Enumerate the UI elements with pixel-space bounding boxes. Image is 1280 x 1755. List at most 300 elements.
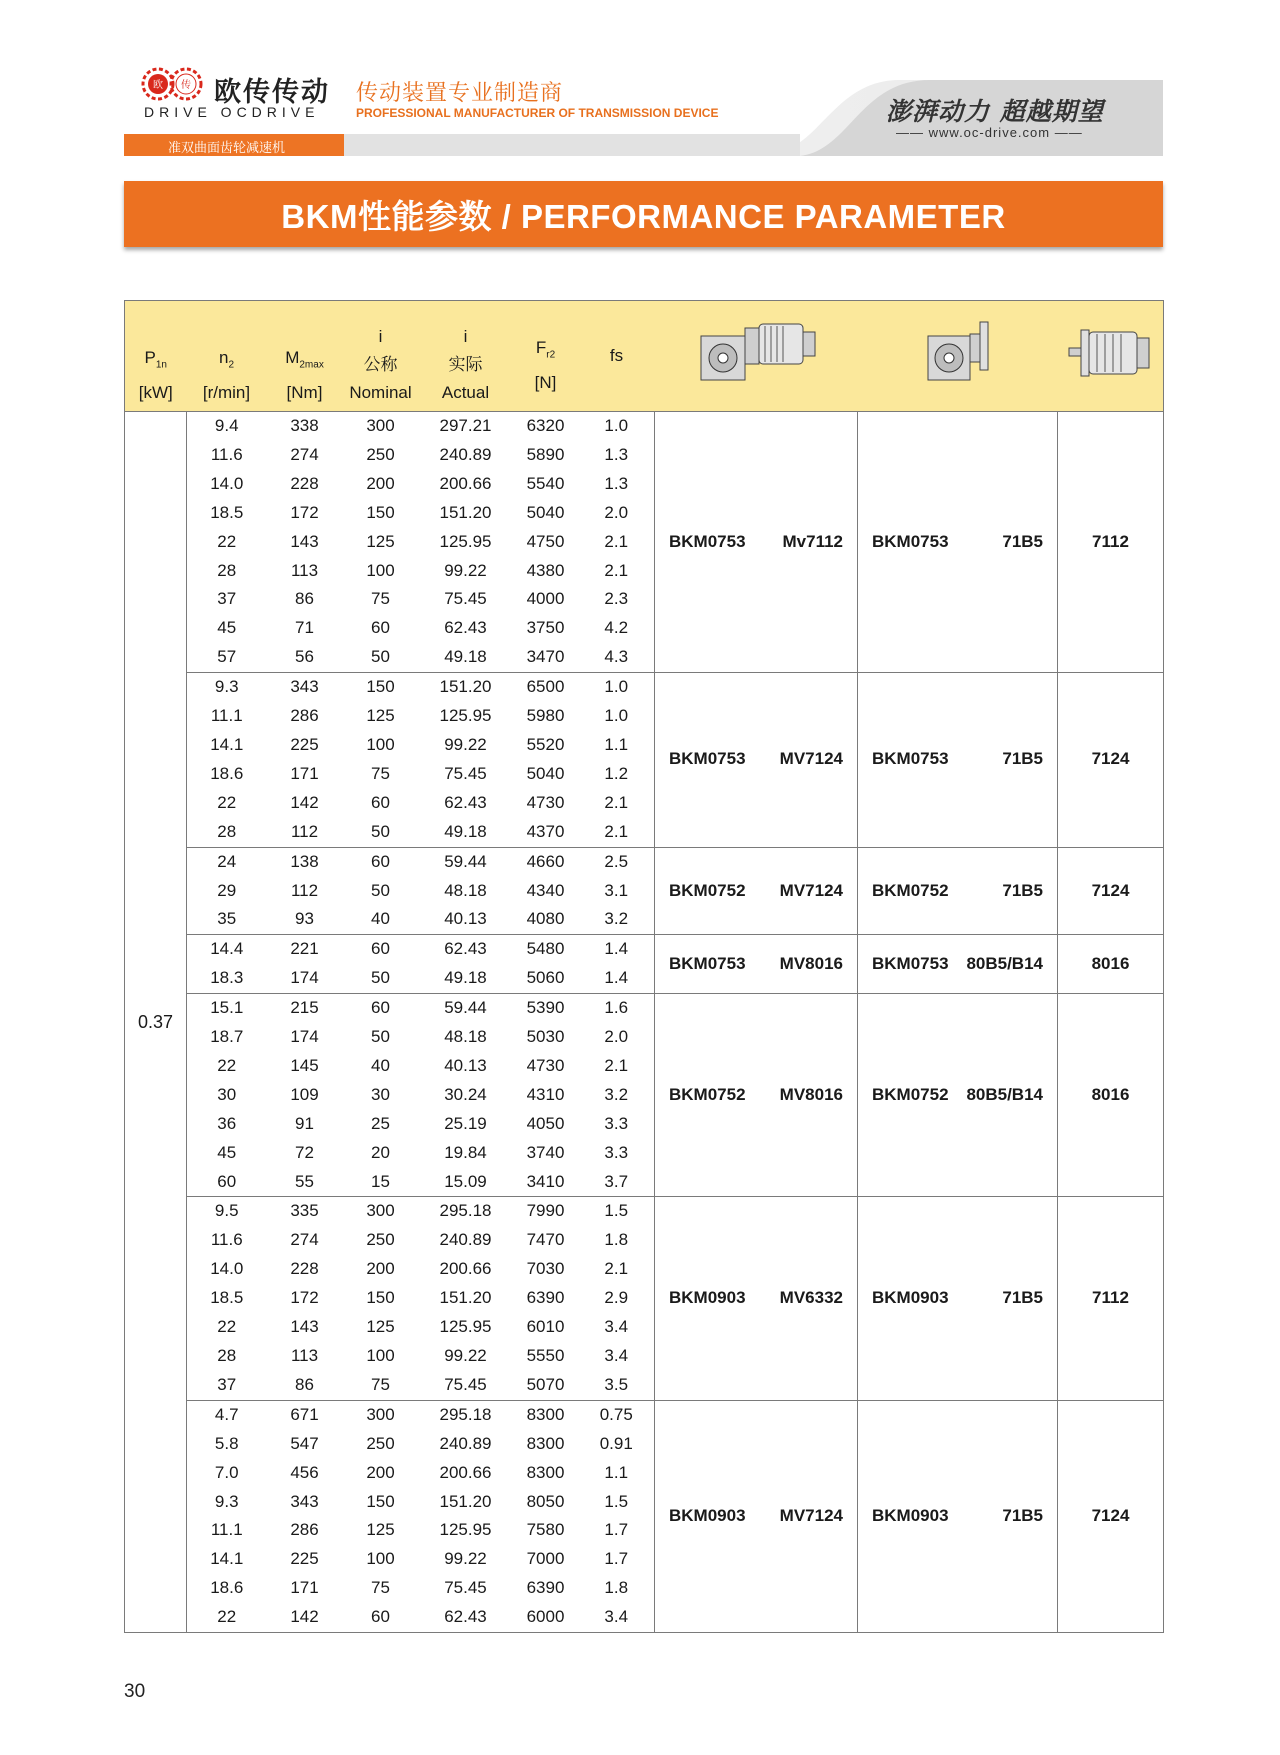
m2max-cell: 171	[290, 1578, 319, 1598]
fs-cell: 1.1	[604, 734, 629, 754]
reducer-model: BKM0753	[669, 749, 746, 769]
i-nominal-cell: 300	[343, 1400, 419, 1429]
i-actual-cell: 99.22	[444, 560, 487, 580]
model-reducer-flange-cell	[858, 994, 1058, 1197]
i-actual-cell: 62.43	[419, 1603, 513, 1632]
i-actual-cell: 125.95	[439, 1520, 492, 1540]
i-nominal-cell: 100	[366, 734, 395, 754]
fs-cell: 2.5	[579, 847, 655, 876]
model-reducer-flange-cell	[858, 935, 1058, 994]
n2-cell: 9.3	[214, 1491, 239, 1511]
fs-cell: 1.8	[604, 1230, 629, 1250]
i-nominal-cell: 150	[366, 502, 395, 522]
m2max-cell: 547	[290, 1433, 319, 1453]
model-reducer-flange-cell	[858, 1197, 1058, 1400]
page-number: 30	[124, 1681, 146, 1702]
header-icon-reducer-motor	[655, 301, 858, 412]
tagline-en: PROFESSIONAL MANUFACTURER OF TRANSMISSION DEVICE	[356, 106, 719, 120]
header-n2: $n_2$ [r/min]	[187, 301, 267, 412]
fr2-cell: 5040	[526, 502, 565, 522]
n2-cell: 18.5	[210, 502, 244, 522]
n2-cell: 18.5	[210, 1288, 244, 1308]
motor-code-cell: 7124	[1058, 673, 1164, 847]
m2max-cell: 86	[295, 1374, 314, 1394]
m2max-cell: 274	[290, 444, 319, 464]
i-actual-cell: 125.95	[439, 706, 492, 726]
m2max-cell: 335	[267, 1197, 343, 1226]
header-m2max: $M_{2max}$ [Nm]	[267, 301, 343, 412]
i-nominal-cell: 60	[343, 935, 419, 964]
n2-cell: 14.0	[210, 1259, 244, 1279]
i-nominal-cell: 100	[366, 1346, 395, 1365]
fs-cell: 3.5	[604, 1374, 629, 1394]
m2max-cell: 143	[290, 1317, 319, 1337]
i-actual-cell: 62.43	[444, 618, 487, 638]
m2max-cell: 72	[295, 1142, 314, 1162]
i-actual-cell: 62.43	[444, 792, 487, 812]
m2max-cell: 113	[290, 560, 319, 580]
fr2-cell: 3410	[526, 1171, 565, 1191]
flange-model: 71B5	[1002, 1288, 1043, 1308]
header-i-nominal: i 公称 Nominal	[343, 301, 419, 412]
i-actual-cell: 99.22	[444, 734, 487, 754]
m2max-cell: 112	[290, 821, 319, 841]
i-actual-cell: 200.66	[439, 1259, 492, 1279]
table-header-row	[125, 301, 1164, 412]
reducer-model: BKM0753	[872, 531, 949, 551]
fr2-cell: 7580	[526, 1520, 565, 1540]
fs-cell: 3.2	[604, 1084, 629, 1104]
n2-cell: 22	[217, 1055, 237, 1075]
fr2-cell: 4750	[526, 531, 565, 551]
table-row	[125, 847, 1164, 876]
m2max-cell: 343	[267, 673, 343, 702]
fs-cell: 2.3	[604, 589, 629, 609]
i-actual-cell: 25.19	[444, 1113, 487, 1133]
i-nominal-cell: 50	[371, 1027, 390, 1047]
n2-cell: 7.0	[214, 1462, 239, 1482]
m2max-cell: 142	[290, 792, 319, 812]
page-header	[0, 0, 1280, 160]
reducer-model: BKM0903	[669, 1288, 746, 1308]
n2-cell: 9.3	[187, 673, 267, 702]
fr2-cell: 6010	[526, 1317, 565, 1337]
reducer-model: BKM0753	[872, 953, 949, 973]
fs-cell: 1.0	[604, 706, 629, 726]
i-actual-cell: 48.18	[444, 880, 487, 900]
fr2-cell: 5070	[526, 1374, 565, 1394]
fs-cell: 1.4	[579, 935, 655, 964]
fs-cell: 1.8	[604, 1578, 629, 1598]
m2max-cell: 172	[290, 1288, 319, 1308]
fr2-cell: 5550	[526, 1346, 565, 1365]
m2max-cell: 93	[295, 909, 314, 929]
i-actual-cell: 40.13	[444, 1055, 487, 1075]
tagline-cn: 传动装置专业制造商	[356, 80, 564, 105]
m2max-cell: 671	[267, 1400, 343, 1429]
i-nominal-cell: 100	[366, 560, 395, 580]
model-reducer-flange-cell	[858, 673, 1058, 847]
i-nominal-cell: 50	[371, 647, 390, 667]
i-actual-cell: 151.20	[439, 502, 492, 522]
reducer-with-flange-icon	[908, 314, 1008, 390]
model-reducer-motor-cell	[655, 1197, 858, 1400]
fs-cell: 2.1	[604, 531, 629, 551]
fs-cell: 0.75	[579, 1400, 655, 1429]
fr2-cell: 7470	[526, 1230, 565, 1250]
i-actual-cell: 151.20	[439, 1491, 492, 1511]
fs-cell: 2.1	[604, 560, 629, 580]
model-reducer-motor-cell	[655, 935, 858, 994]
m2max-cell: 221	[267, 935, 343, 964]
fr2-cell: 6000	[513, 1603, 579, 1632]
i-actual-cell: 75.45	[444, 1578, 487, 1598]
fs-cell: 4.2	[604, 618, 629, 638]
fs-cell: 1.4	[604, 968, 629, 988]
fs-cell: 2.1	[604, 1259, 629, 1279]
i-actual-cell: 49.18	[444, 968, 487, 988]
i-actual-cell: 49.18	[444, 821, 487, 841]
i-nominal-cell: 300	[343, 1197, 419, 1226]
table-body	[125, 412, 1164, 1633]
flange-model: 71B5	[1002, 880, 1043, 900]
m2max-cell: 143	[290, 531, 319, 551]
fr2-cell: 5030	[526, 1027, 565, 1047]
n2-cell: 37	[217, 1374, 237, 1394]
fs-cell: 2.1	[604, 821, 629, 841]
n2-cell: 22	[217, 531, 237, 551]
fs-cell: 1.6	[579, 994, 655, 1023]
n2-cell: 28	[217, 821, 237, 841]
fs-cell: 1.2	[604, 763, 629, 783]
i-nominal-cell: 40	[371, 1055, 390, 1075]
fr2-cell: 5060	[526, 968, 565, 988]
fs-cell: 1.1	[604, 1462, 629, 1482]
i-nominal-cell: 20	[371, 1142, 390, 1162]
m2max-cell: 171	[290, 763, 319, 783]
table-row	[125, 935, 1164, 964]
fr2-cell: 8300	[513, 1400, 579, 1429]
fr2-cell: 3470	[526, 647, 565, 667]
i-nominal-cell: 75	[371, 1578, 390, 1598]
fs-cell: 4.3	[604, 647, 629, 667]
i-actual-cell: 151.20	[419, 673, 513, 702]
category-label: 准双曲面齿轮减速机	[168, 140, 286, 155]
fr2-cell: 4380	[526, 560, 565, 580]
n2-cell: 9.5	[187, 1197, 267, 1226]
i-nominal-cell: 75	[371, 763, 390, 783]
n2-cell: 18.6	[210, 1578, 244, 1598]
reducer-model: BKM0752	[872, 880, 949, 900]
i-actual-cell: 62.43	[419, 935, 513, 964]
n2-cell: 24	[187, 847, 267, 876]
m2max-cell: 91	[295, 1113, 314, 1133]
fs-cell: 3.4	[604, 1346, 629, 1365]
m2max-cell: 225	[290, 1549, 319, 1569]
flange-model: 71B5	[1002, 531, 1043, 551]
i-nominal-cell: 150	[366, 1288, 395, 1308]
fr2-cell: 5040	[526, 763, 565, 783]
i-nominal-cell: 30	[371, 1084, 390, 1104]
header-fs: fs	[579, 301, 655, 412]
m2max-cell: 456	[290, 1462, 319, 1482]
fr2-cell: 8050	[526, 1491, 565, 1511]
table-row	[125, 1197, 1164, 1226]
i-nominal-cell: 200	[366, 473, 395, 493]
i-actual-cell: 99.22	[444, 1346, 487, 1365]
motor-model: MV7124	[779, 880, 843, 900]
reducer-model: BKM0903	[872, 1505, 949, 1525]
n2-cell: 11.1	[210, 1520, 243, 1540]
i-nominal-cell: 50	[371, 821, 390, 841]
fr2-cell: 6390	[526, 1578, 565, 1598]
m2max-cell: 274	[290, 1230, 319, 1250]
i-nominal-cell: 40	[371, 909, 390, 929]
i-actual-cell: 151.20	[439, 1288, 492, 1308]
model-reducer-motor-cell	[655, 847, 858, 935]
i-actual-cell: 297.21	[439, 416, 492, 435]
fr2-cell: 4080	[526, 909, 565, 929]
i-nominal-cell: 60	[343, 994, 419, 1023]
i-nominal-cell: 125	[366, 706, 395, 726]
n2-cell: 18.6	[210, 763, 244, 783]
reducer-with-motor-icon	[691, 314, 821, 390]
n2-cell: 22	[217, 792, 237, 812]
website-url: —— www.oc-drive.com ——	[896, 125, 1083, 140]
m2max-cell: 71	[295, 618, 314, 638]
i-actual-cell: 99.22	[444, 1549, 487, 1569]
m2max-cell: 112	[290, 880, 319, 900]
n2-cell: 14.1	[210, 1549, 244, 1569]
fr2-cell: 4660	[513, 847, 579, 876]
fr2-cell: 3740	[526, 1142, 565, 1162]
i-actual-cell: 19.84	[444, 1142, 487, 1162]
i-actual-cell: 240.89	[439, 1230, 492, 1250]
motor-model: Mv7112	[782, 531, 843, 551]
motor-code-cell: 8016	[1058, 994, 1164, 1197]
model-reducer-flange-cell	[858, 847, 1058, 935]
m2max-cell: 174	[290, 1027, 319, 1047]
n2-cell: 15.1	[187, 994, 267, 1023]
header-icon-motor	[1058, 301, 1164, 412]
m2max-cell: 343	[290, 1491, 319, 1511]
fs-cell: 1.7	[604, 1520, 629, 1540]
n2-cell: 11.6	[210, 444, 243, 464]
i-nominal-cell: 250	[366, 1433, 395, 1453]
motor-code-cell: 7124	[1058, 847, 1164, 935]
header-i-actual: i 实际 Actual	[419, 301, 513, 412]
m2max-cell: 86	[295, 589, 314, 609]
m2max-cell: 225	[290, 734, 319, 754]
n2-cell: 37	[217, 589, 237, 609]
reducer-model: BKM0753	[669, 531, 746, 551]
fr2-cell: 5980	[526, 706, 565, 726]
fr2-cell: 4310	[526, 1084, 565, 1104]
flange-model: 80B5/B14	[966, 953, 1043, 973]
n2-cell: 9.4	[214, 416, 239, 435]
i-nominal-cell: 250	[366, 444, 395, 464]
fr2-cell: 4340	[526, 880, 565, 900]
m2max-cell: 113	[290, 1346, 319, 1365]
i-nominal-cell: 150	[343, 673, 419, 702]
power-cell: 0.37	[125, 412, 187, 1633]
i-actual-cell: 200.66	[439, 1462, 492, 1482]
fr2-cell: 4050	[526, 1113, 565, 1133]
fr2-cell: 4730	[526, 792, 565, 812]
slogan: 澎湃动力 超越期望	[886, 97, 1104, 126]
i-nominal-cell: 75	[371, 1374, 390, 1394]
motor-code-cell: 8016	[1058, 935, 1164, 994]
motor-model: MV8016	[779, 953, 843, 973]
svg-text:欧: 欧	[153, 80, 163, 91]
fr2-cell: 5520	[526, 734, 565, 754]
fs-cell: 2.9	[604, 1288, 629, 1308]
brand-name-cn: 欧传传动	[214, 77, 330, 107]
i-actual-cell: 240.89	[439, 1433, 492, 1453]
header-p1n: $P_{1n}$ [kW]	[125, 301, 187, 412]
n2-cell: 28	[217, 560, 237, 580]
i-nominal-cell: 250	[366, 1230, 395, 1250]
motor-code-cell: 7112	[1058, 412, 1164, 673]
i-nominal-cell: 150	[366, 1491, 395, 1511]
reducer-model: BKM0752	[872, 1084, 949, 1104]
fs-cell: 1.0	[604, 416, 629, 435]
n2-cell: 14.4	[187, 935, 267, 964]
reducer-model: BKM0752	[669, 880, 746, 900]
m2max-cell: 338	[290, 416, 319, 435]
motor-model: MV7124	[779, 1505, 843, 1525]
fr2-cell: 8300	[526, 1462, 565, 1482]
n2-cell: 22	[187, 1603, 267, 1632]
n2-cell: 36	[217, 1113, 237, 1133]
i-nominal-cell: 200	[366, 1462, 395, 1482]
fs-cell: 1.7	[604, 1549, 629, 1569]
i-actual-cell: 75.45	[444, 1374, 487, 1394]
fr2-cell: 7000	[526, 1549, 565, 1569]
m2max-cell: 286	[290, 1520, 319, 1540]
n2-cell: 28	[217, 1346, 237, 1365]
n2-cell: 11.1	[210, 706, 243, 726]
reducer-model: BKM0752	[669, 1084, 746, 1104]
performance-table	[124, 300, 1164, 1633]
m2max-cell: 142	[267, 1603, 343, 1632]
i-actual-cell: 59.44	[419, 847, 513, 876]
model-reducer-motor-cell	[655, 673, 858, 847]
n2-cell: 30	[217, 1084, 237, 1104]
fs-cell: 3.4	[604, 1317, 629, 1337]
model-reducer-motor-cell	[655, 412, 858, 673]
m2max-cell: 215	[267, 994, 343, 1023]
i-nominal-cell: 300	[366, 416, 395, 435]
n2-cell: 60	[217, 1171, 237, 1191]
i-nominal-cell: 200	[366, 1259, 395, 1279]
fr2-cell: 5390	[513, 994, 579, 1023]
i-nominal-cell: 50	[371, 968, 390, 988]
n2-cell: 22	[217, 1317, 237, 1337]
reducer-model: BKM0753	[872, 749, 949, 769]
fr2-cell: 4730	[526, 1055, 565, 1075]
m2max-cell: 228	[290, 473, 319, 493]
motor-code-cell: 7124	[1058, 1400, 1164, 1632]
fs-cell: 2.1	[604, 792, 629, 812]
i-nominal-cell: 75	[371, 589, 390, 609]
n2-cell: 4.7	[187, 1400, 267, 1429]
fr2-cell: 7030	[526, 1259, 565, 1279]
fr2-cell: 5890	[526, 444, 565, 464]
fs-cell: 3.1	[604, 880, 629, 900]
n2-cell: 18.3	[210, 968, 244, 988]
motor-model: MV7124	[779, 749, 843, 769]
n2-cell: 11.6	[210, 1230, 243, 1250]
m2max-cell: 109	[290, 1084, 319, 1104]
i-actual-cell: 200.66	[439, 473, 492, 493]
m2max-cell: 55	[295, 1171, 314, 1191]
n2-cell: 35	[217, 909, 237, 929]
n2-cell: 45	[217, 1142, 237, 1162]
i-nominal-cell: 125	[366, 531, 395, 551]
i-actual-cell: 30.24	[444, 1084, 487, 1104]
m2max-cell: 228	[290, 1259, 319, 1279]
header-fr2: $F_{r2}$ [N]	[513, 301, 579, 412]
n2-cell: 29	[217, 880, 237, 900]
i-nominal-cell: 50	[371, 880, 390, 900]
i-actual-cell: 40.13	[444, 909, 487, 929]
fr2-cell: 6500	[513, 673, 579, 702]
fr2-cell: 7990	[513, 1197, 579, 1226]
i-actual-cell: 15.09	[444, 1171, 487, 1191]
m2max-cell: 56	[295, 647, 314, 667]
fs-cell: 3.4	[579, 1603, 655, 1632]
i-nominal-cell: 60	[343, 1603, 419, 1632]
table-row	[125, 1400, 1164, 1429]
fs-cell: 3.2	[604, 909, 629, 929]
n2-cell: 45	[217, 618, 237, 638]
fs-cell: 2.0	[604, 502, 629, 522]
fr2-cell: 6320	[526, 416, 565, 435]
motor-code-cell: 7112	[1058, 1197, 1164, 1400]
fr2-cell: 4000	[526, 589, 565, 609]
motor-icon	[1065, 314, 1155, 390]
fs-cell: 1.5	[604, 1491, 629, 1511]
i-nominal-cell: 125	[366, 1520, 395, 1540]
header-icon-reducer-flange	[858, 301, 1058, 412]
i-actual-cell: 49.18	[444, 647, 487, 667]
title-banner	[124, 181, 1163, 247]
model-reducer-flange-cell	[858, 412, 1058, 673]
i-actual-cell: 295.18	[419, 1197, 513, 1226]
fs-cell: 1.3	[604, 473, 629, 493]
i-nominal-cell: 60	[371, 792, 390, 812]
m2max-cell: 172	[290, 502, 319, 522]
m2max-cell: 138	[267, 847, 343, 876]
table-row	[125, 994, 1164, 1023]
n2-cell: 14.1	[210, 734, 244, 754]
fr2-cell: 4370	[526, 821, 565, 841]
i-nominal-cell: 100	[366, 1549, 395, 1569]
reducer-model: BKM0903	[669, 1505, 746, 1525]
n2-cell: 57	[217, 647, 237, 667]
i-actual-cell: 240.89	[439, 444, 492, 464]
n2-cell: 18.7	[210, 1027, 244, 1047]
i-nominal-cell: 15	[371, 1171, 390, 1191]
n2-cell: 14.0	[210, 473, 244, 493]
i-nominal-cell: 25	[371, 1113, 390, 1133]
page-title: BKM性能参数 / PERFORMANCE PARAMETER	[281, 197, 1006, 235]
i-actual-cell: 75.45	[444, 763, 487, 783]
fs-cell: 3.3	[604, 1142, 629, 1162]
m2max-cell: 145	[290, 1055, 319, 1075]
i-nominal-cell: 60	[371, 618, 390, 638]
